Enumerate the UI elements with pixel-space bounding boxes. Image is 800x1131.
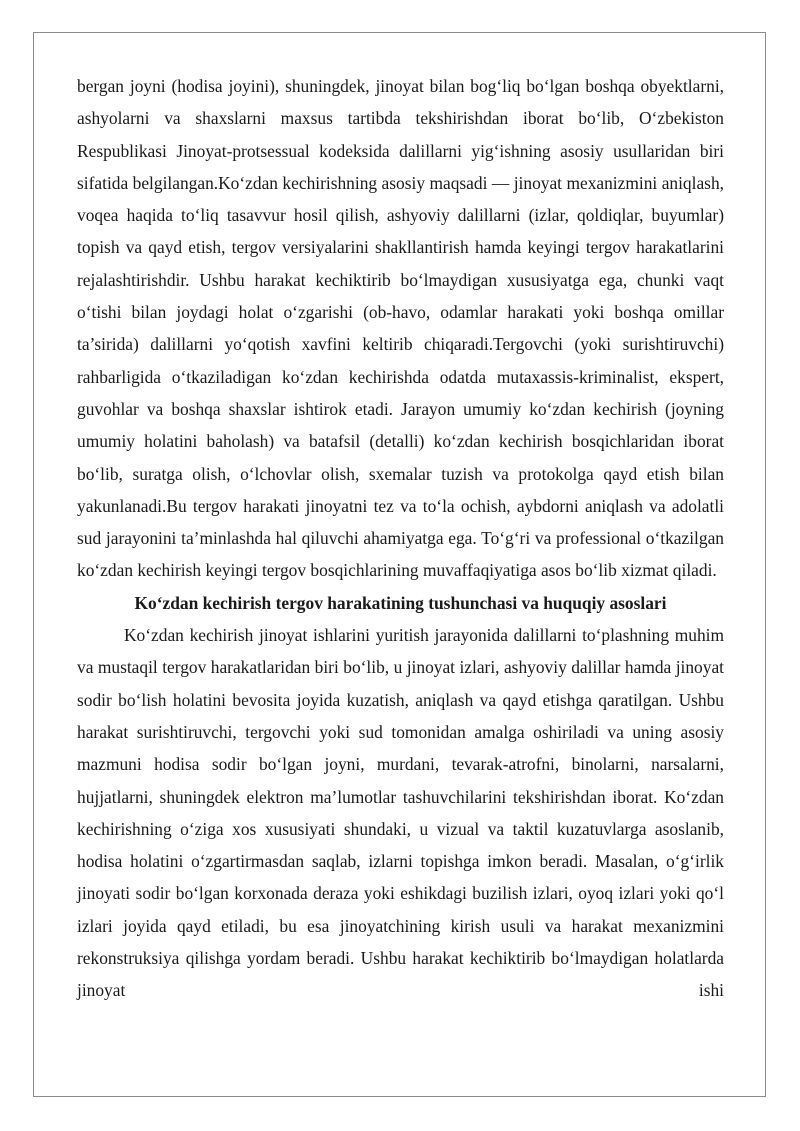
body-paragraph-2: Ko‘zdan kechirish jinoyat ishlarini yuritish jarayonida dalillarni to‘plashning muhim va mustaqil tergov harakatlaridan biri bo‘lib, u jinoyat izlari, ashyoviy dalillar hamda jinoyat sodir bo‘lish holatini bevosita joyida kuzatish, aniqlash va qayd etishga qaratilgan. Ushbu harakat surishtiruvchi, tergovchi yoki sud tomonidan amalga oshiriladi va uning asosiy mazmuni hodisa sodir bo‘lgan joyni, murdani, tevarak-atrofni, binolarni, narsalarni, hujjatlarni, shuningdek elektron ma’lumotlar tashuvchilarini tekshirishdan iborat. Ko‘zdan kechirishning o‘ziga xos xususiyati shundaki, u vizual va taktil kuzatuvlarga asoslanib, hodisa holatini o‘zgartirmasdan saqlab, izlarni topishga imkon beradi. Masalan, o‘g‘irlik jinoyati sodir bo‘lgan korxonada deraza yoki eshikdagi buzilish izlari, oyoq izlari yoki qo‘l izlari joyida qayd etiladi, bu esa jinoyatchining kirish usuli va harakat mexanizmini rekonstruksiya qilishga yordam beradi. Ushbu harakat kechiktirib bo‘lmaydigan holatlarda jinoyat ishi [77, 625, 724, 1001]
document-body [77, 70, 724, 1007]
section-heading: Ko‘zdan kechirish tergov harakatining tushunchasi va huquqiy asoslari [134, 592, 667, 613]
body-paragraph-1: bergan joyni (hodisa joyini), shuningdek, jinoyat bilan bog‘liq bo‘lgan boshqa obyektlarni, ashyolarni va shaxslarni maxsus tartibda tekshirishdan iborat bo‘lib, O‘zbekiston Respublikasi Jinoyat-protsessual kodeksida dalillarni yig‘ishning asosiy usullaridan biri sifatida belgilangan.Ko‘zdan kechirishning asosiy maqsadi — jinoyat mexanizmini aniqlash, voqea haqida to‘liq tasavvur hosil qilish, ashyoviy dalillarni (izlar, qoldiqlar, buyumlar) topish va qayd etish, tergov versiyalarini shakllantirish hamda keyingi tergov harakatlarini rejalashtirishdir. Ushbu harakat kechiktirib bo‘lmaydigan xususiyatga ega, chunki vaqt o‘tishi bilan joydagi holat o‘zgarishi (ob-havo, odamlar harakati yoki boshqa omillar ta’sirida) dalillarni yo‘qotish xavfini keltirib chiqaradi.Tergovchi (yoki surishtiruvchi) rahbarligida o‘tkaziladigan ko‘zdan kechirishda odatda mutaxassis-kriminalist, ekspert, guvohlar va boshqa shaxslar ishtirok etadi. Jarayon umumiy ko‘zdan kechirish (joyning umumiy holatini baholash) va batafsil (detalli) ko‘zdan kechirish bosqichlaridan iborat bo‘lib, suratga olish, o‘lchovlar olish, sxemalar tuzish va protokolga qayd etish bilan yakunlanadi.Bu tergov harakati jinoyatni tez va to‘la ochish, aybdorni aniqlash va adolatli sud jarayonini ta’minlashda hal qiluvchi ahamiyatga ega. To‘g‘ri va professional o‘tkazilgan ko‘zdan kechirish keyingi tergov bosqichlarining muvaffaqiyatiga asos bo‘lib xizmat qiladi. [77, 76, 724, 581]
